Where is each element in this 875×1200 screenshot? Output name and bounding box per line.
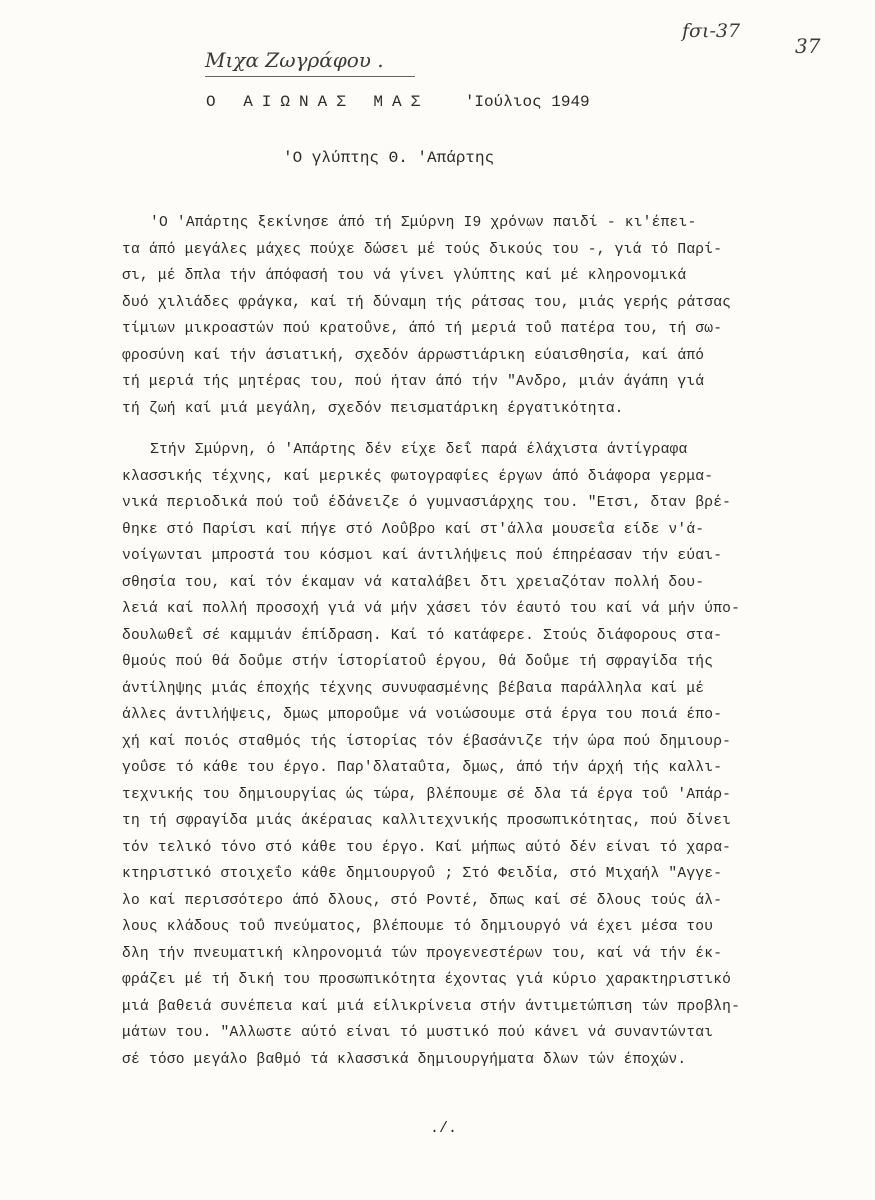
publication-title: Ο ΑΙΩΝΑΣ ΜΑΣ [206, 93, 430, 111]
article-body [122, 210, 842, 1073]
text-line: θμούς πού θά δοΰμε στήν ίστορίατοΰ έργου, θά δοΰμε τή σφραγίδα τής [122, 654, 714, 670]
paragraph-gap [122, 422, 842, 437]
publication-date: 'Ιούλιος 1949 [464, 93, 590, 111]
text-line: τεχνικής του δημιουργίας ώς τώρα, βλέπουμε σέ δλα τά έργα τοΰ 'Απάρ- [122, 786, 732, 803]
text-line: λο καί περισσότερο άπό δλους, στό Ροντέ, δπως καί σέ δλους τούς άλ- [122, 892, 723, 909]
paragraph [122, 210, 842, 422]
text-line: νικά περιοδικά πού τοΰ έδάνειζε ό γυμνασιάρχης του. "Ετσι, δταν βρέ- [122, 495, 732, 511]
text-line: άντίληψης μιάς έποχής τέχνης συνυφασμένης βέβαια παράλληλα καί μέ [122, 680, 705, 697]
text-line: τη τή σφραγίδα μιάς άκέραιας καλλιτεχνικής προσωπικότητας, πού δίνει [122, 813, 732, 829]
text-line: μάτων του. "Αλλωστε αύτό είναι τό μυστικό πού κάνει νά συναντώνται [122, 1025, 714, 1041]
text-line: λους κλάδους τοΰ πνεύματος, βλέπουμε τό δημιουργό νά έχει μέσα του [122, 919, 714, 935]
handwritten-author-note: Μιχα Ζωγράφου . [205, 48, 415, 77]
text-line: 'Ο 'Απάρτης ξεκίνησε άπό τή Σμύρνη Ι9 χρόνων παιδί - κι'έπει- [150, 215, 697, 231]
text-line: χή καί ποιός σταθμός τής ίστορίας τόν έβασάνιζε τήν ώρα πού δημιουρ- [122, 733, 732, 750]
text-line: τα άπό μεγάλες μάχες πούχε δώσει μέ τούς δικούς του -, γιά τό Παρί- [122, 241, 723, 258]
text-line: φροσύνη καί τήν άσιατική, σχεδόν άρρωστιάρικη εύαισθησία, καί άπό [122, 347, 705, 364]
text-line: άλλες άντιλήψεις, δμως μποροΰμε νά νοιώσουμε στά έργα του ποιά έπο- [122, 707, 723, 723]
text-line: σι, μέ δπλα τήν άπόφασή του νά γίνει γλύπτης καί μέ κληρονομικά [122, 268, 687, 284]
text-line: θηκε στό Παρίσι καί πήγε στό Λοΰβρο καί στ'άλλα μουσεΐα είδε ν'ά- [122, 521, 705, 538]
text-line: Στήν Σμύρνη, ό 'Απάρτης δέν είχε δεΐ παρά έλάχιστα άντίγραφα [150, 442, 688, 458]
article-title: 'Ο γλύπτης Θ. 'Απάρτης [283, 149, 495, 167]
handwritten-page-number: 37 [795, 34, 821, 58]
handwritten-archive-code: fσι-37 [682, 20, 741, 42]
text-line: τίμιων μικροαστών πού κρατοΰνε, άπό τή μεριά τοΰ πατέρα του, τή σω- [122, 321, 723, 337]
text-line: τή μεριά τής μητέρας του, πού ήταν άπό τήν "Ανδρο, μιάν άγάπη γιά [122, 374, 705, 390]
text-line: δουλωθεΐ σέ καμμιάν έπίδραση. Καί τό κατάφερε. Στούς διάφορους στα- [122, 627, 723, 644]
text-line: σθησία του, καί τόν έκαμαν νά καταλάβει δτι χρειαζόταν πολλή δου- [122, 574, 705, 591]
text-line: κτηριστικό στοιχεΐο κάθε δημιουργοΰ ; Στό Φειδία, στό Μιχαήλ "Αγγε- [122, 866, 723, 882]
text-line: κλασσικής τέχνης, καί μερικές φωτογραφίες έργων άπό διάφορα γερμα- [122, 468, 714, 485]
text-line: γοΰσε τό κάθε του έργο. Παρ'δλαταΰτα, δμως, άπό τήν άρχή τής καλλι- [122, 760, 723, 776]
text-line: δλη τήν πνευματική κληρονομιά τών προγενεστέρων του, καί νά τήν έκ- [122, 945, 723, 962]
paragraph [122, 437, 842, 1073]
text-line: λειά καί πολλή προσοχή γιά νά μήν χάσει τόν έαυτό του καί νά μήν ύπο- [122, 601, 741, 617]
text-line: φράζει μέ τή δική του προσωπικότητα έχοντας γιά κύριο χαρακτηριστικό [122, 972, 732, 988]
text-line: δυό χιλιάδες φράγκα, καί τή δύναμη τής ράτσας του, μιάς γερής ράτσας [122, 294, 732, 311]
text-line: τόν τελικό τόνο στό κάθε του έργο. Καί μήπως αύτό δέν είναι τό χαρα- [122, 839, 732, 856]
text-line: σέ τόσο μεγάλο βαθμό τά κλασσικά δημιουργήματα δλων τών έποχών. [122, 1051, 687, 1068]
text-line: μιά βαθειά συνέπεια καί μιά είλικρίνεια στήν άντιμετώπιση τών προβλη- [122, 998, 741, 1015]
document-header [206, 93, 590, 111]
text-line: τή ζωή καί μιά μεγάλη, σχεδόν πεισματάρικη έργατικότητα. [122, 400, 624, 417]
end-mark: ./. [430, 1120, 458, 1137]
text-line: νοίγωνται μπροστά του κόσμοι καί άντιλήψεις πού έπηρέασαν τήν εύαι- [122, 548, 723, 564]
